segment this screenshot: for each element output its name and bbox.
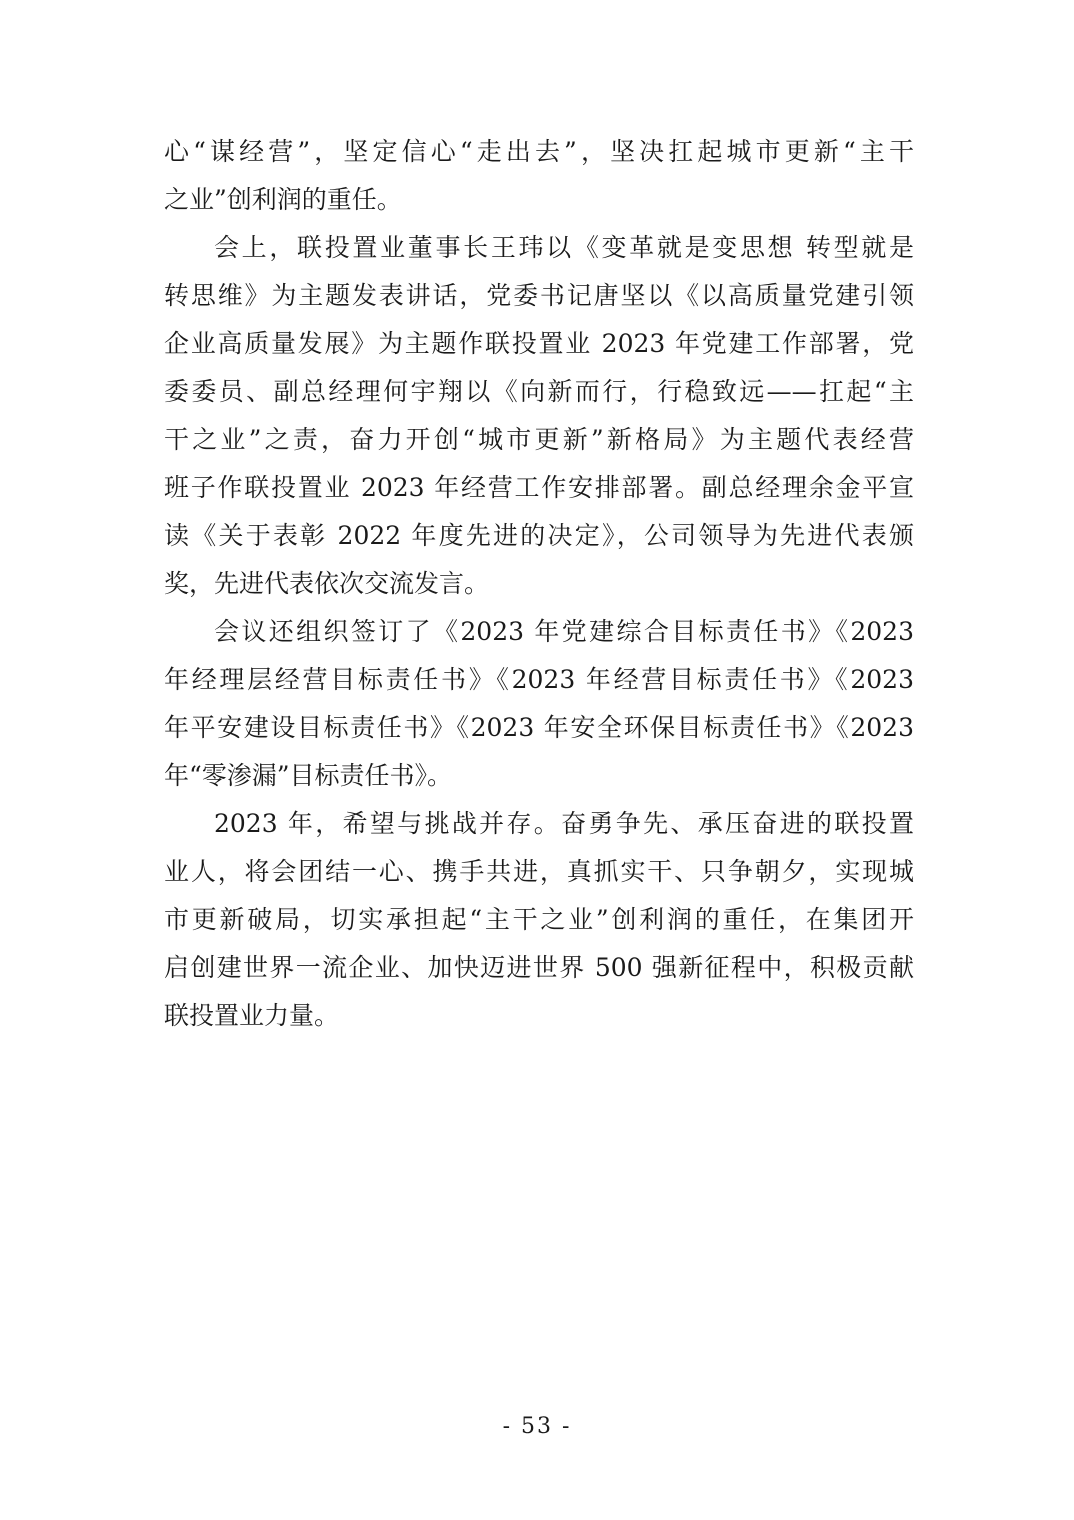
text-line: 会上，联投置业董事长王玮以《变革就是变思想 转型就是 bbox=[214, 233, 914, 262]
text-line: 业人，将会团结一心、携手共进，真抓实干、只争朝夕，实现城 bbox=[164, 857, 914, 886]
text-line: 之业”创利润的重任。 bbox=[164, 185, 402, 214]
paragraph-meeting bbox=[164, 224, 914, 608]
text-line: 奖，先进代表依次交流发言。 bbox=[164, 569, 490, 598]
paragraph-outlook bbox=[164, 800, 914, 1040]
paragraph-signing bbox=[164, 608, 914, 800]
text-line: 联投置业力量。 bbox=[164, 1001, 340, 1030]
page-number: - 53 - bbox=[502, 1414, 572, 1439]
text-line: 委委员、副总经理何宇翔以《向新而行，行稳致远——扛起“主 bbox=[164, 377, 914, 406]
text-line: 年经理层经营目标责任书》《2023 年经营目标责任书》《2023 bbox=[164, 665, 914, 694]
text-line: 心“谋经营”，坚定信心“走出去”，坚决扛起城市更新“主干 bbox=[164, 137, 914, 166]
text-line: 年“零渗漏”目标责任书》。 bbox=[164, 761, 453, 790]
text-line: 年平安建设目标责任书》《2023 年安全环保目标责任书》《2023 bbox=[164, 713, 914, 742]
text-line: 班子作联投置业 2023 年经营工作安排部署。副总经理余金平宣 bbox=[164, 473, 914, 502]
text-line: 市更新破局，切实承担起“主干之业”创利润的重任，在集团开 bbox=[164, 905, 914, 934]
text-line: 转思维》为主题发表讲话，党委书记唐坚以《以高质量党建引领 bbox=[164, 281, 914, 310]
text-line: 会议还组织签订了《2023 年党建综合目标责任书》《2023 bbox=[214, 617, 914, 646]
text-line: 2023 年，希望与挑战并存。奋勇争先、承压奋进的联投置 bbox=[214, 809, 914, 838]
text-line: 读《关于表彰 2022 年度先进的决定》，公司领导为先进代表颁 bbox=[164, 521, 914, 550]
paragraph-continued bbox=[164, 128, 914, 224]
text-line: 干之业”之责，奋力开创“城市更新”新格局》为主题代表经营 bbox=[164, 425, 914, 454]
body-text bbox=[164, 128, 914, 1040]
text-line: 企业高质量发展》为主题作联投置业 2023 年党建工作部署，党 bbox=[164, 329, 914, 358]
text-line: 启创建世界一流企业、加快迈进世界 500 强新征程中，积极贡献 bbox=[164, 953, 914, 982]
